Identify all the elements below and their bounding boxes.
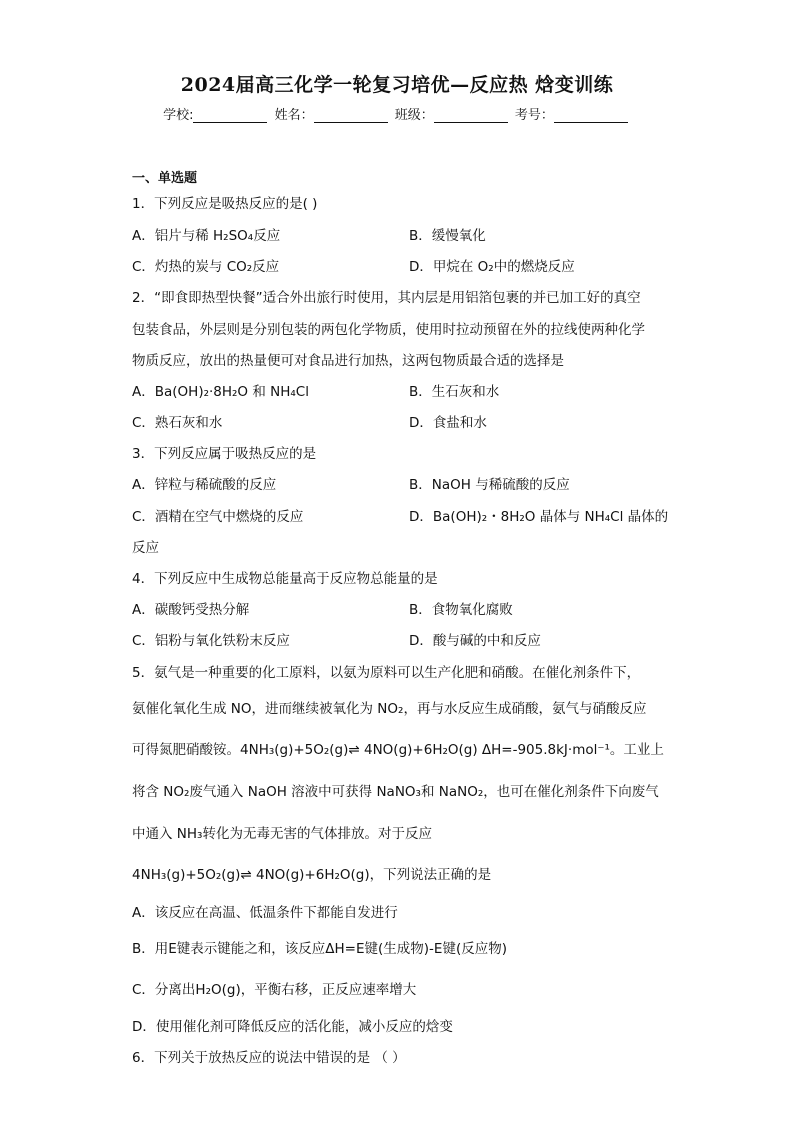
q2-option-a: A．Ba(OH)₂·8H₂O 和 NH₄Cl bbox=[132, 384, 309, 400]
q3-option-d: D．Ba(OH)₂・8H₂O 晶体与 NH₄Cl 晶体的 bbox=[409, 509, 669, 525]
q5-option-d: D．使用催化剂可降低反应的活化能，减小反应的焓变 bbox=[132, 1019, 453, 1035]
q2-line-1: 2．“即食即热型快餐”适合外出旅行时使用，其内层是用铝箔包裹的并已加工好的真空 bbox=[132, 290, 641, 306]
class-blank bbox=[434, 110, 508, 123]
q5-line-3: 可得氮肥硝酸铵。4NH₃(g)+5O₂(g)⇌ 4NO(g)+6H₂O(g) ΔH=-905.8kJ·mol⁻¹。工业上 bbox=[132, 742, 664, 758]
q1-option-b: B．缓慢氧化 bbox=[409, 228, 486, 244]
q4-option-c: C．铝粉与氧化铁粉末反应 bbox=[132, 633, 290, 649]
q5-option-a: A．该反应在高温、低温条件下都能自发进行 bbox=[132, 905, 398, 921]
q5-line-1: 5．氨气是一种重要的化工原料，以氨为原料可以生产化肥和硝酸。在催化剂条件下， bbox=[132, 665, 641, 681]
q2-option-d: D．食盐和水 bbox=[409, 415, 487, 431]
q3-option-d-continued: 反应 bbox=[132, 540, 159, 556]
q5-line-5: 中通入 NH₃转化为无毒无害的气体排放。对于反应 bbox=[132, 826, 432, 842]
name-blank bbox=[314, 110, 388, 123]
q3-option-c: C．酒精在空气中燃烧的反应 bbox=[132, 509, 304, 525]
q1-stem: 1．下列反应是吸热反应的是( ) bbox=[132, 196, 318, 212]
q3-option-b: B．NaOH 与稀硫酸的反应 bbox=[409, 477, 570, 493]
exam-no-blank bbox=[554, 110, 628, 123]
section-title: 一、单选题 bbox=[132, 171, 198, 186]
page-title: 2024届高三化学一轮复习培优—反应热 焓变训练 bbox=[180, 74, 614, 96]
q1-option-d: D．甲烷在 O₂中的燃烧反应 bbox=[409, 259, 575, 275]
q2-line-3: 物质反应，放出的热量便可对食品进行加热，这两包物质最合适的选择是 bbox=[132, 353, 564, 369]
q5-line-6: 4NH₃(g)+5O₂(g)⇌ 4NO(g)+6H₂O(g)，下列说法正确的是 bbox=[132, 867, 492, 883]
q4-option-d: D．酸与碱的中和反应 bbox=[409, 633, 541, 649]
student-info-row bbox=[0, 104, 794, 123]
q6-stem: 6．下列关于放热反应的说法中错误的是 （ ） bbox=[132, 1050, 406, 1066]
q3-option-a: A．锌粒与稀硫酸的反应 bbox=[132, 477, 277, 493]
q4-option-a: A．碳酸钙受热分解 bbox=[132, 602, 250, 618]
school-label: 学校: bbox=[163, 108, 194, 123]
q4-stem: 4．下列反应中生成物总能量高于反应物总能量的是 bbox=[132, 571, 438, 587]
q4-option-b: B．食物氧化腐败 bbox=[409, 602, 513, 618]
q2-line-2: 包装食品，外层则是分别包装的两包化学物质，使用时拉动预留在外的拉线使两种化学 bbox=[132, 322, 645, 338]
q5-line-4: 将含 NO₂废气通入 NaOH 溶液中可获得 NaNO₃和 NaNO₂，也可在催化剂条件下向废气 bbox=[132, 784, 659, 800]
q5-option-b: B．用E键表示键能之和，该反应ΔH=E键(生成物)-E键(反应物) bbox=[132, 941, 507, 957]
q1-option-a: A．铝片与稀 H₂SO₄反应 bbox=[132, 228, 281, 244]
q3-stem: 3．下列反应属于吸热反应的是 bbox=[132, 446, 317, 462]
q5-line-2: 氨催化氧化生成 NO，进而继续被氧化为 NO₂，再与水反应生成硝酸，氨气与硝酸反应 bbox=[132, 701, 647, 717]
exam-no-label: 考号： bbox=[514, 108, 554, 123]
name-label: 姓名： bbox=[274, 108, 314, 123]
q5-option-c: C．分离出H₂O(g)，平衡右移，正反应速率增大 bbox=[132, 982, 417, 998]
class-label: 班级： bbox=[394, 108, 434, 123]
q2-option-c: C．熟石灰和水 bbox=[132, 415, 223, 431]
school-blank bbox=[193, 110, 267, 123]
q2-option-b: B．生石灰和水 bbox=[409, 384, 500, 400]
q1-option-c: C．灼热的炭与 CO₂反应 bbox=[132, 259, 280, 275]
